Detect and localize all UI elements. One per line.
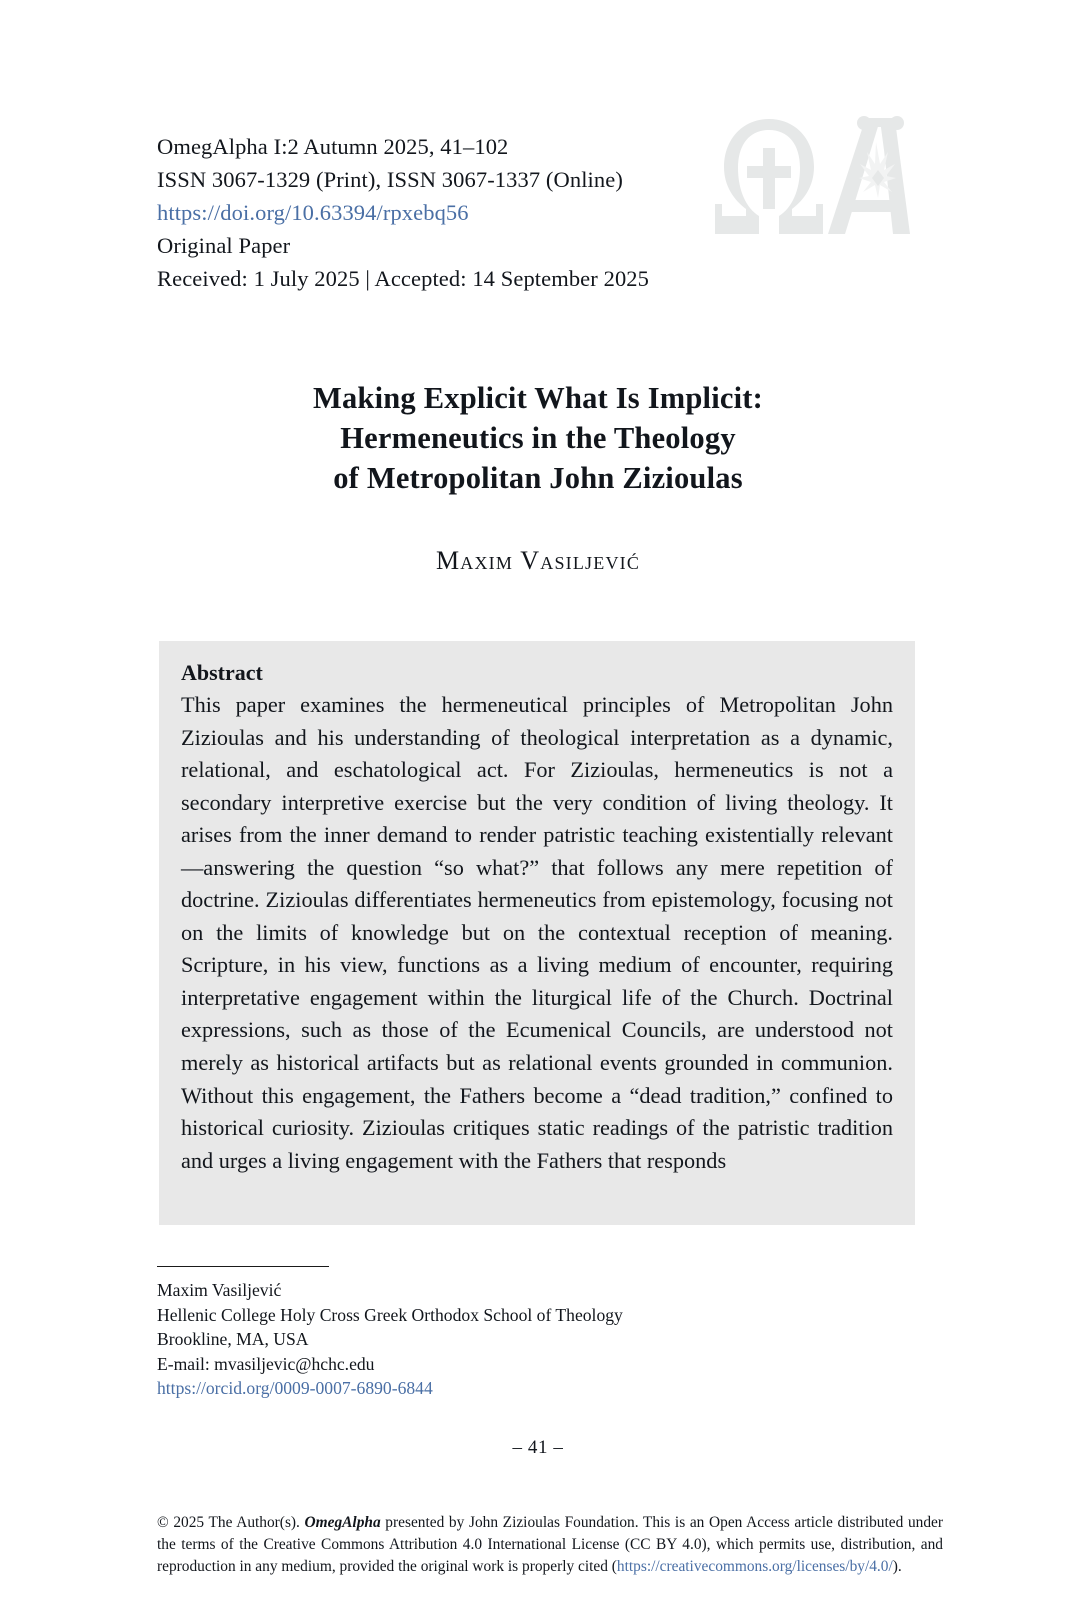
doi-link[interactable]: https://doi.org/10.63394/rpxebq56 xyxy=(157,200,469,225)
copyright-part-3: ). xyxy=(892,1557,902,1575)
article-type-label: Original Paper xyxy=(157,233,291,258)
copyright-journal-name: OmegAlpha xyxy=(304,1514,381,1531)
copyright-footer xyxy=(157,1512,943,1577)
abstract-body: This paper examines the hermeneutical principles of Metropolitan John Zizioulas and his understanding of theological interpretation as a dynamic, relational, and eschatological act. For Zizioulas, hermeneutics is not a secondary interpretive exercise but the very condition of living theology. It arises from the inner demand to render patristic teaching existentially relevant—answering the question “so what?” that follows any mere repetition of doctrine. Zizioulas differentiates hermeneutics from epistemology, focusing not on the limits of knowledge but on the contextual reception of meaning. Scripture, in his view, functions as a living medium of encounter, requiring interpretative engagement within the liturgical life of the Church. Doctrinal expressions, such as those of the Ecumenical Councils, are understood not merely as historical artifacts but as relational events grounded in communion. Without this engagement, the Fathers become a “dead tradition,” confined to historical curiosity. Zizioulas critiques static readings of the patristic tradition and urges a living engagement with the Fathers that responds xyxy=(181,692,893,1173)
journal-logo xyxy=(712,112,912,242)
masthead xyxy=(157,130,777,295)
issn-line: ISSN 3067-1329 (Print), ISSN 3067-1337 (Online) xyxy=(157,167,623,192)
copyright-part-1: © 2025 The Author(s). xyxy=(157,1514,305,1531)
affiliation-author: Maxim Vasiljević xyxy=(157,1280,282,1300)
affiliation-block xyxy=(157,1278,797,1401)
received-accepted-dates: Received: 1 July 2025 | Accepted: 14 September 2025 xyxy=(157,266,649,291)
affiliation-email[interactable]: E-mail: mvasiljevic@hchc.edu xyxy=(157,1353,375,1374)
page-title xyxy=(0,378,1076,498)
footnote-rule xyxy=(157,1266,329,1267)
title-line-1: Making Explicit What Is Implicit: xyxy=(312,381,764,415)
affiliation-institution: Hellenic College Holy Cross Greek Orthodox School of Theology xyxy=(157,1304,623,1325)
copyright-part-2: presented by John Zizioulas Foundation. This is an Open Access article distributed under the terms of the Creative Commons Attribution 4.0 International License (CC BY 4.0), which permits use, distribution, and reproduction in any medium, provided the original work is properly cited ( xyxy=(157,1514,943,1575)
abstract-heading: Abstract xyxy=(181,660,263,685)
page-number: – 41 – xyxy=(512,1437,564,1458)
title-line-3: of Metropolitan John Zizioulas xyxy=(333,461,743,495)
license-link[interactable]: https://creativecommons.org/licenses/by/4.0/ xyxy=(616,1557,893,1575)
abstract-box xyxy=(159,641,915,1225)
orcid-link[interactable]: https://orcid.org/0009-0007-6890-6844 xyxy=(157,1378,433,1398)
title-line-2: Hermeneutics in the Theology xyxy=(340,421,736,455)
journal-issue-line: OmegAlpha I:2 Autumn 2025, 41–102 xyxy=(157,134,509,159)
author-name: Maxim Vasiljević xyxy=(435,546,641,575)
affiliation-location: Brookline, MA, USA xyxy=(157,1329,309,1349)
